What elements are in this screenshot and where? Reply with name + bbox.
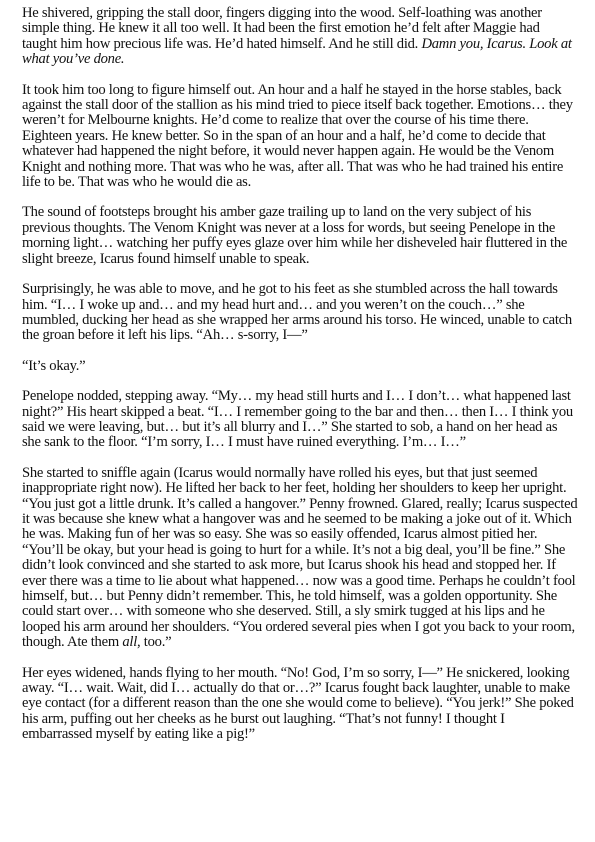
text-run: , too.” xyxy=(137,634,172,651)
paragraph-3 xyxy=(22,205,578,267)
italic-text-run: all xyxy=(122,634,137,651)
text-run: She started to sniffle again (Icarus would normally have rolled his eyes, but that just seemed inappropriate right now). He lifted her back to her feet, holding her shoulders to keep her upright. “You just got a little drunk. It’s called a hangover.” Penny frowned. Glared, really; Icarus suspected it was because she knew what a hangover was and he seemed to be making a joke out of it. Which he was. Making fun of her was so easy. She was so easily offended, Icarus almost pitied her. “You’ll be okay, but your head is going to hurt for a while. It’s not a big deal, you’ll be fine.” She didn’t look convinced and she started to ask more, but Icarus shook his head and stopped her. If ever there was a time to lie about what happened… now was a good time. Perhaps he couldn’t fool himself, but… but Penny didn’t remember. This, he told himself, was a golden opportunity. She could start over… with someone who she deserved. Still, a sly smirk tugged at his lips and he looped his arm around her shoulders. “You ordered several pies when I got you back to your room, though. Ate them xyxy=(22,464,578,651)
text-run: Her eyes widened, hands flying to her mouth. “No! God, I’m so sorry, I—” He snickered, looking away. “I… wait. Wait, did I… actually do that or…?” Icarus fought back laughter, unable to make eye contact (for a different reason than the one she would come to believe). “You jerk!” She poked his arm, puffing out her cheeks as he burst out laughing. “That’s not funny! I thought I embarrassed myself by eating like a pig!” xyxy=(22,664,574,743)
paragraph-8 xyxy=(22,666,578,743)
text-run: “It’s okay.” xyxy=(22,357,86,374)
document-page xyxy=(22,6,578,743)
text-run: Surprisingly, he was able to move, and he got to his feet as she stumbled across the hall towards him. “I… I woke up and… and my head hurt and… and you weren’t on the couch…” she mumbled, ducking her head as she wrapped her arms around his torso. He winced, unable to catch the groan before it left his lips. “Ah… s-sorry, I—” xyxy=(22,281,572,344)
paragraph-4 xyxy=(22,282,578,344)
paragraph-5 xyxy=(22,359,578,374)
paragraph-1 xyxy=(22,6,578,68)
text-run: Penelope nodded, stepping away. “My… my head still hurts and I… I don’t… what happened last night?” His heart skipped a beat. “I… I remember going to the bar and then… then I… I think you said we were leaving, but… but it’s all blurry and I…” She started to sob, a hand on her head as she sank to the floor. “I’m sorry, I… I must have ruined everything. I’m… I…” xyxy=(22,388,573,451)
italic-text-run: Damn you, Icarus. Look at what you’ve done. xyxy=(22,35,572,68)
paragraph-6 xyxy=(22,389,578,451)
text-run: It took him too long to figure himself out. An hour and a half he stayed in the horse stables, back against the stall door of the stallion as his mind tried to piece itself back together. Emotions… they weren’t for Melbourne knights. He’d come to realize that over the course of his time there. Eighteen years. He knew better. So in the span of an hour and a half, he’d come to decide that whatever had happened the night before, it would never happen again. He would be the Venom Knight and nothing more. That was who he was, after all. That was who he had trained his entire life to be. That was who he would die as. xyxy=(22,81,573,191)
text-run: The sound of footsteps brought his amber gaze trailing up to land on the very subject of his previous thoughts. The Venom Knight was never at a loss for words, but seeing Penelope in the morning light… watching her puffy eyes glaze over him while her disheveled hair fluttered in the slight breeze, Icarus found himself unable to speak. xyxy=(22,204,568,267)
text-run: He shivered, gripping the stall door, fingers digging into the wood. Self-loathing was another simple thing. He knew it all too well. It had been the first emotion he’d felt after Maggie had taught him how precious life was. He’d hated himself. And he still did. xyxy=(22,5,542,52)
paragraph-2 xyxy=(22,83,578,191)
paragraph-7 xyxy=(22,466,578,651)
